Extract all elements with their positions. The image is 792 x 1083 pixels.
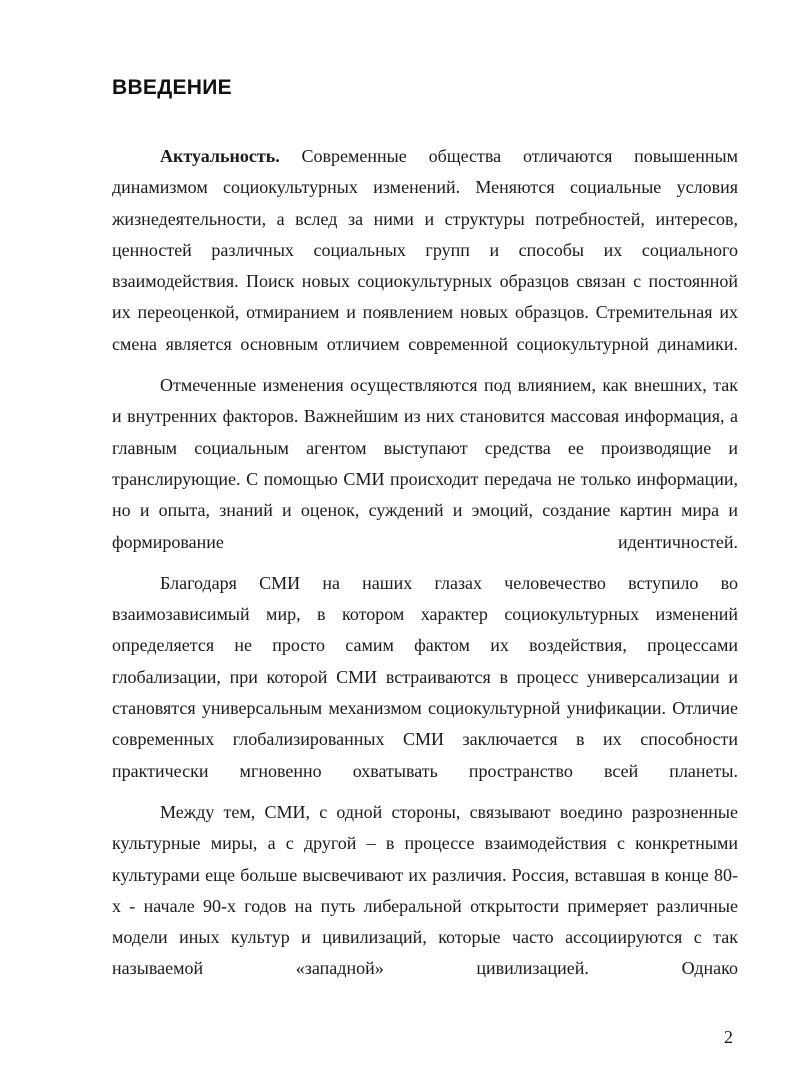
- paragraph-globalization: [112, 568, 738, 787]
- page-number: 2: [724, 1027, 733, 1047]
- paragraph-relevance: [112, 141, 738, 360]
- paragraph-cultures: [112, 797, 738, 985]
- paragraph-text: Современные общества отличаются повышенным динамизмом социокультурных изменений. Меняются социальные условия жизнедеятельности, а вслед за ними и структуры потребностей, интересов, ценностей различных социальных групп и способы их социального взаимодействия. Поиск новых социокультурных образцов связан с постоянной их переоценкой, отмиранием и появлением новых образцов. Стремительная их смена является основным отличием современной социокультурной динамики.: [112, 146, 738, 354]
- page-title: ВВЕДЕНИЕ: [112, 76, 232, 99]
- paragraph-changes: [112, 370, 738, 558]
- lead-term-relevance: Актуальность.: [160, 146, 280, 166]
- paragraph-text: Отмеченные изменения осуществляются под влиянием, как внешних, так и внутренних факторов. Важнейшим из них становится массовая информация, а главным социальным агентом выступают средства ее производящие и транслирующие. С помощью СМИ происходит передача не только информации, но и опыта, знаний и оценок, суждений и эмоций, создание картин мира и формирование идентичностей.: [112, 375, 738, 552]
- paragraph-text: Между тем, СМИ, с одной стороны, связывают воедино разрозненные культурные миры, а с другой – в процессе взаимодействия с конкретными культурами еще больше высвечивают их различия. Россия, вставшая в конце 80-х - начале 90-х годов на путь либеральной открытости примеряет различные модели иных культур и цивилизаций, которые часто ассоциируются с так называемой «западной» цивилизацией. Однако: [112, 801, 738, 979]
- paragraph-text: Благодаря СМИ на наших глазах человечество вступило во взаимозависимый мир, в котором характер социокультурных изменений определяется не просто самим фактом их воздействия, процессами глобализации, при которой СМИ встраиваются в процесс универсализации и становятся универсальным механизмом социокультурной унификации. Отличие современных глобализированных СМИ заключается в их способности практически мгновенно охватывать пространство всей планеты.: [112, 572, 738, 781]
- body-text: [112, 141, 738, 985]
